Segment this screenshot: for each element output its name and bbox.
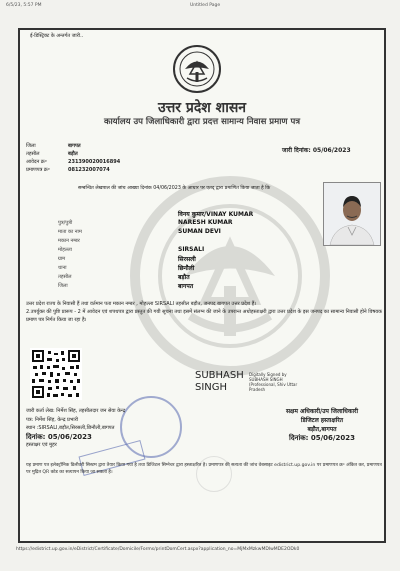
verification-note: यह प्रमाण पत्र इलेक्ट्रॉनिक डिलीवरी सिस्टम द्वारा तैयार किया गया है तथा डिजिटल सिग्नेचर द्वारा हस्ताक्षरित है। प्रमाणपत्र की सत्यता की जांच वेबसाइट edistrict.up.gov.in पर प्रमाणपत्र क्र॰ अंकित कर, प्रमाणपत्र पर मुद्रित QR कोड का सत्यापन किया जा सकता है। — [26, 463, 382, 475]
meta-row — [26, 150, 120, 158]
officer-date-value: 05/06/2023 — [310, 434, 355, 442]
issuer-line-1: जारी कर्ता लेख: निर्मेश सिंह, तहसीलदार जन सेवा केन्द्र — [26, 408, 126, 414]
certificate-body — [26, 300, 382, 324]
page-subtitle: कार्यालय उप जिलाधिकारी द्वारा प्रदत्त सामान्य निवास प्रमाण पत्र — [103, 117, 301, 127]
qr-code — [30, 348, 82, 400]
applicant-photo — [323, 182, 381, 246]
officer-date-label: दिनांक: — [289, 434, 309, 442]
field-label: पुत्र/पुत्री — [58, 219, 73, 226]
meta-value: 081232007074 — [68, 167, 110, 173]
field-row — [58, 281, 253, 290]
officer-date — [266, 434, 378, 443]
certificate-meta — [26, 142, 120, 174]
field-row — [58, 272, 253, 281]
field-label: माता का नाम — [58, 228, 82, 235]
meta-value: बागपत — [68, 143, 81, 149]
meta-row — [26, 166, 120, 174]
issuer-date-label: दिनांक: — [26, 432, 46, 441]
body-paragraph-1: उत्तर प्रदेश राज्य के निवासी हैं तथा वर्तमान पता मकान नम्बर , मोहल्ला SIRSALI तहसील बड़ौत, जनपद बागपत उत्तर प्रदेश हैं। — [26, 301, 257, 307]
meta-value: बड़ौत — [68, 151, 78, 157]
issuer-line-3: स्थान :SIRSALI,बड़ौत,सिरसली,छिनौली,बागपत — [26, 425, 115, 431]
body-paragraph-2: 2.उपर्युक्त की पुष्टि प्रारूप - 2 में आवेदन एवं शपथपत्र द्वारा प्रस्तुत की गयी सूचना तथा इसमें संलग्न की जाने के उपरान्त अधोहस्ताक्षरी द्वारा उत्तर प्रदेश के इस जनपद का सामान्य निवासी होने विषयक प्रमाण पत्र निर्गत किया जा रहा है। — [26, 309, 383, 323]
page-url: https://edistrict.up.gov.in/eDistrict/Certificate/Domicile/Forms/printDomCert.aspx?application_no=MjMxMzkwMDIwMDE2ODk0 — [16, 547, 300, 552]
meta-label: आवेदन क्र॰ — [26, 159, 47, 165]
officer-sign-block — [266, 407, 378, 443]
field-row — [58, 263, 253, 272]
meta-row — [26, 142, 120, 150]
browser-datetime: 6/5/23, 5:57 PM — [6, 3, 42, 8]
field-label: ग्राम — [58, 255, 66, 262]
browser-tab-title: Untitled Page — [190, 3, 221, 8]
field-row — [58, 227, 253, 236]
field-value: बड़ौत — [178, 273, 190, 281]
field-value: NARESH KUMAR — [178, 219, 233, 226]
field-row — [58, 218, 253, 227]
field-value: बागपत — [178, 282, 194, 290]
officer-line-2: डिजिटल हस्ताक्षरित — [300, 417, 344, 424]
issue-date-value: 05/06/2023 — [312, 147, 351, 154]
field-value: सिरसली — [178, 255, 196, 263]
officer-line-1: सक्षम अधिकारी/उप जिलाधिकारी — [285, 408, 359, 415]
field-value: SIRSALI — [178, 246, 205, 253]
digital-signature — [195, 370, 301, 394]
field-value: SUMAN DEVI — [178, 228, 221, 235]
up-emblem-icon — [172, 44, 222, 94]
field-row — [58, 245, 253, 254]
issue-date — [282, 146, 351, 154]
field-row — [58, 236, 253, 245]
field-label: मोहल्ला — [58, 246, 72, 253]
meta-label: प्रमाणपत्र क्र॰ — [26, 167, 50, 173]
signer-name: SUBHASH SINGH — [195, 370, 244, 393]
issuer-sign-block — [26, 407, 186, 450]
officer-line-3: बड़ौत,बागपत — [307, 426, 337, 433]
field-value: छिनौली — [178, 264, 195, 272]
issuer-date — [26, 433, 186, 442]
issuer-line-5: हस्ताक्षर एवं मुहर — [26, 442, 57, 448]
issuer-date-value: 05/06/2023 — [47, 432, 92, 441]
signature-note: Digitally Signed by SUBHASH SINGH (Professional, Shiv Uttar Pradesh — [249, 372, 298, 392]
field-label: मकान नम्बर — [58, 237, 80, 244]
field-label: जिला — [58, 282, 68, 289]
field-row — [58, 209, 253, 218]
meta-row — [26, 158, 120, 166]
page-title: उत्तर प्रदेश शासन — [157, 100, 247, 116]
meta-label: जिला — [26, 143, 36, 149]
issuer-line-2: पत्र: निर्मेश सिंह, केन्द्र प्रभारी — [26, 416, 79, 423]
certificate-paper — [18, 28, 386, 543]
top-note: ई-डिस्ट्रिक्ट के अन्तर्गत जारी.. — [30, 33, 84, 39]
field-value: विनय कुमार/VINAY KUMAR — [178, 210, 254, 218]
person-fields — [58, 209, 253, 290]
meta-label: तहसील — [26, 151, 40, 157]
intro-text: सम्बन्धित लेखपाल की जांच आख्या दिनांक 04/06/2023 के आधार पर एतद् द्वारा प्रमाणित किया जाता है कि — [78, 186, 271, 191]
field-row — [58, 254, 253, 263]
field-label: थाना — [58, 264, 67, 271]
issue-date-label: जारी दिनांक: — [282, 147, 311, 154]
meta-value: 231390020016894 — [68, 159, 121, 165]
field-label: तहसील — [58, 273, 72, 280]
